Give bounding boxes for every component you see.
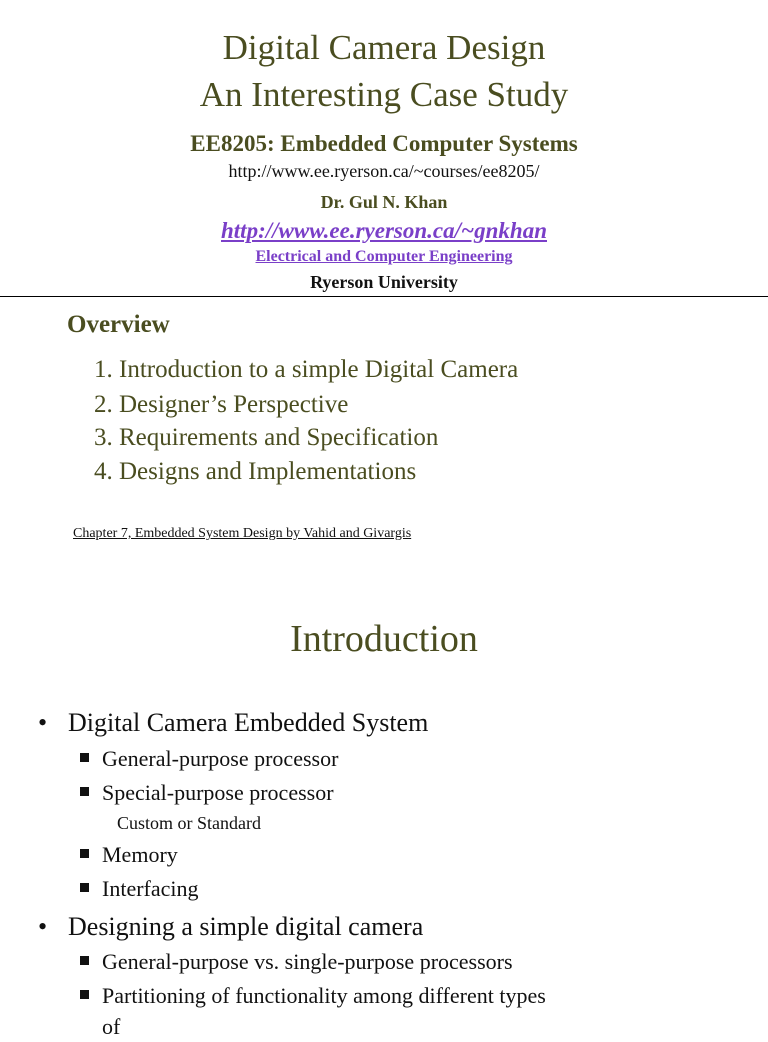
sub-bullet-item (80, 840, 178, 870)
course-url: http://www.ee.ryerson.ca/~courses/ee8205/ (228, 161, 540, 181)
square-bullet-icon (80, 787, 89, 796)
sub-bullet-text: General-purpose processor (102, 746, 339, 771)
overview-item: 1. Introduction to a simple Digital Camera (94, 356, 519, 383)
overview-item: 2. Designer’s Perspective (94, 391, 349, 418)
chapter-reference-link[interactable]: Chapter 7, Embedded System Design by Vahid and Givargis (73, 526, 412, 541)
introduction-title: Introduction (290, 618, 478, 660)
overview-item: 3. Requirements and Specification (94, 424, 439, 451)
title-line-2: An Interesting Case Study (199, 75, 569, 114)
square-bullet-icon (80, 990, 89, 999)
sub-bullet-item (80, 744, 338, 774)
course-name: EE8205: Embedded Computer Systems (190, 131, 578, 156)
sub-bullet-text: Partitioning of functionality among different types (102, 983, 546, 1008)
bullet-item (38, 706, 428, 740)
department-link[interactable]: Electrical and Computer Engineering (255, 248, 513, 265)
author-name: Dr. Gul N. Khan (320, 192, 448, 212)
sub-bullet-item (80, 874, 199, 904)
sub-bullet-continuation: of (102, 1014, 121, 1039)
bullet-text: Designing a simple digital camera (68, 912, 424, 941)
sub-bullet-text: Interfacing (102, 876, 199, 901)
square-bullet-icon (80, 883, 89, 892)
bullet-text: Digital Camera Embedded System (68, 708, 429, 737)
author-homepage-link[interactable]: http://www.ee.ryerson.ca/~gnkhan (221, 218, 547, 243)
sub-bullet-item (80, 981, 546, 1011)
overview-item: 4. Designs and Implementations (94, 458, 417, 485)
university-name: Ryerson University (310, 272, 458, 292)
sub-bullet-text: Special-purpose processor (102, 780, 334, 805)
sub-bullet-text: Memory (102, 842, 178, 867)
bullet-dot-icon: • (38, 912, 48, 941)
sub-sub-item: Custom or Standard (117, 813, 261, 833)
square-bullet-icon (80, 956, 89, 965)
sub-bullet-item (80, 778, 334, 808)
bullet-item (38, 910, 423, 944)
overview-heading: Overview (67, 311, 170, 338)
bullet-dot-icon: • (38, 708, 48, 737)
page-divider (0, 296, 768, 297)
square-bullet-icon (80, 849, 89, 858)
square-bullet-icon (80, 753, 89, 762)
sub-bullet-text: General-purpose vs. single-purpose processors (102, 949, 513, 974)
sub-bullet-item (80, 947, 513, 977)
title-line-1: Digital Camera Design (222, 28, 546, 67)
